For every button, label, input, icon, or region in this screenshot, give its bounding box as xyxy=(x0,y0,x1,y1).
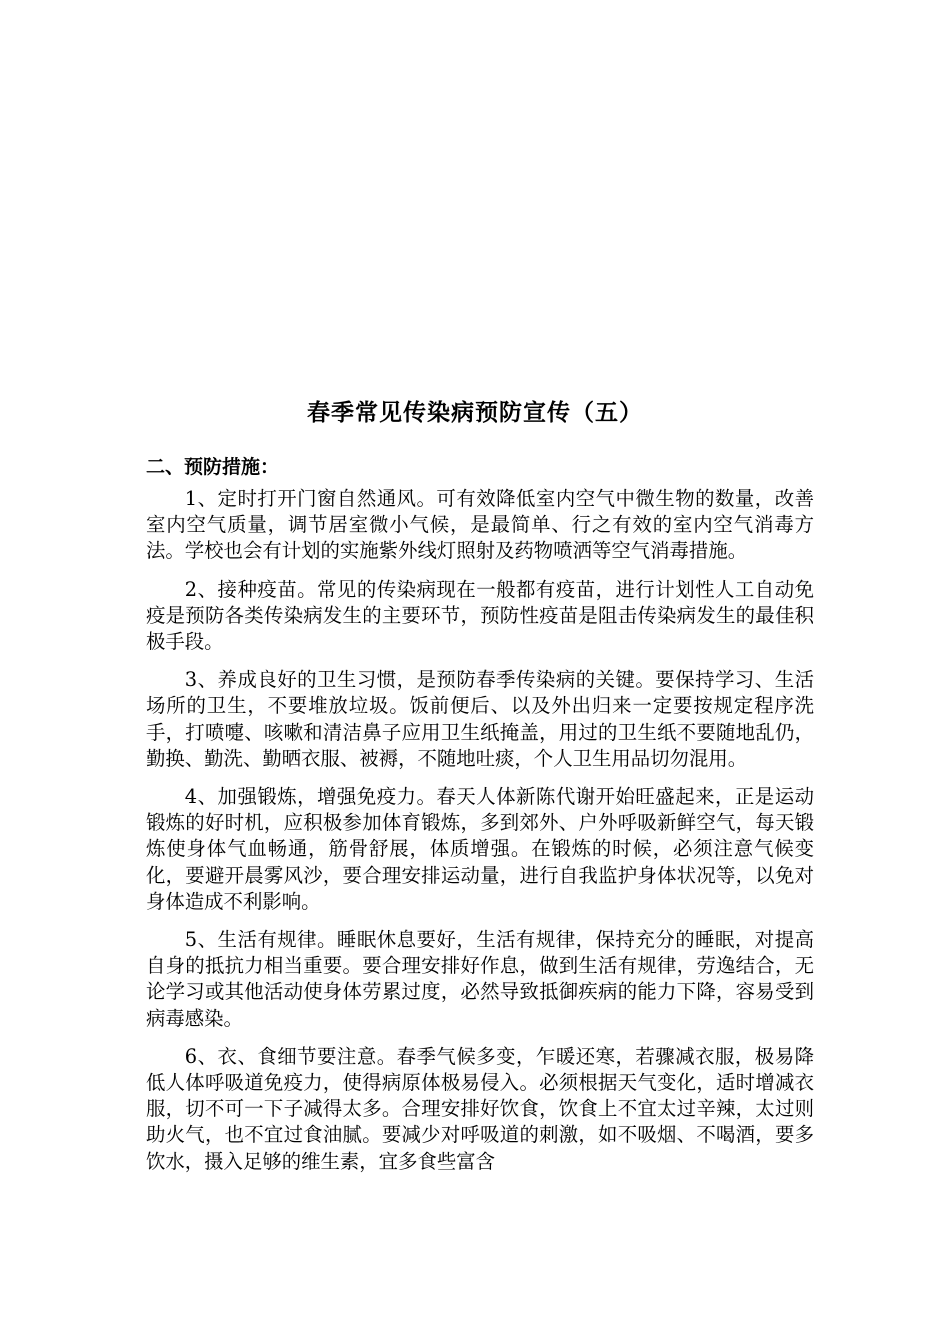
paragraph-regular-life: 5、生活有规律。睡眠休息要好，生活有规律，保持充分的睡眠，对提高自身的抵抗力相当重要。要合理安排好作息，做到生活有规律，劳逸结合，无论学习或其他活动使身体劳累过度，必然导致抵御疾病的能力下降，容易受到病毒感染。 xyxy=(146,928,814,1030)
document-title: 春季常见传染病预防宣传（五） xyxy=(307,400,643,426)
section-heading: 二、预防措施： xyxy=(146,456,280,478)
paragraph-vaccination: 2、接种疫苗。常见的传染病现在一般都有疫苗，进行计划性人工自动免疫是预防各类传染病发生的主要环节，预防性疫苗是阻击传染病发生的最佳积极手段。 xyxy=(146,577,814,654)
paragraph-hygiene: 3、养成良好的卫生习惯，是预防春季传染病的关键。要保持学习、生活场所的卫生，不要堆放垃圾。饭前便后、以及外出归来一定要按规定程序洗手，打喷嚏、咳嗽和清洁鼻子应用卫生纸掩盖，用过的卫生纸不要随地乱仍，勤换、勤洗、勤晒衣服、被褥，不随地吐痰，个人卫生用品切勿混用。 xyxy=(146,668,814,770)
paragraph-exercise: 4、加强锻炼，增强免疫力。春天人体新陈代谢开始旺盛起来，正是运动锻炼的好时机，应积极参加体育锻炼，多到郊外、户外呼吸新鲜空气，每天锻炼使身体气血畅通，筋骨舒展，体质增强。在锻炼的时候，必须注意气候变化，要避开晨雾风沙，要合理安排运动量，进行自我监护身体状况等，以免对身体造成不利影响。 xyxy=(146,785,814,913)
paragraph-ventilation: 1、定时打开门窗自然通风。可有效降低室内空气中微生物的数量，改善室内空气质量，调节居室微小气候，是最简单、行之有效的室内空气消毒方法。学校也会有计划的实施紫外线灯照射及药物喷洒等空气消毒措施。 xyxy=(146,487,814,563)
document-body xyxy=(146,486,814,1187)
paragraph-clothing-diet: 6、衣、食细节要注意。春季气候多变，乍暖还寒，若骤减衣服，极易降低人体呼吸道免疫力，使得病原体极易侵入。必须根据天气变化，适时增减衣服，切不可一下子减得太多。合理安排好饮食，饮食上不宜太过辛辣，太过则助火气，也不宜过食油腻。要减少对呼吸道的刺激，如不吸烟、不喝酒，要多饮水，摄入足够的维生素，宜多食些富含 xyxy=(146,1044,814,1173)
